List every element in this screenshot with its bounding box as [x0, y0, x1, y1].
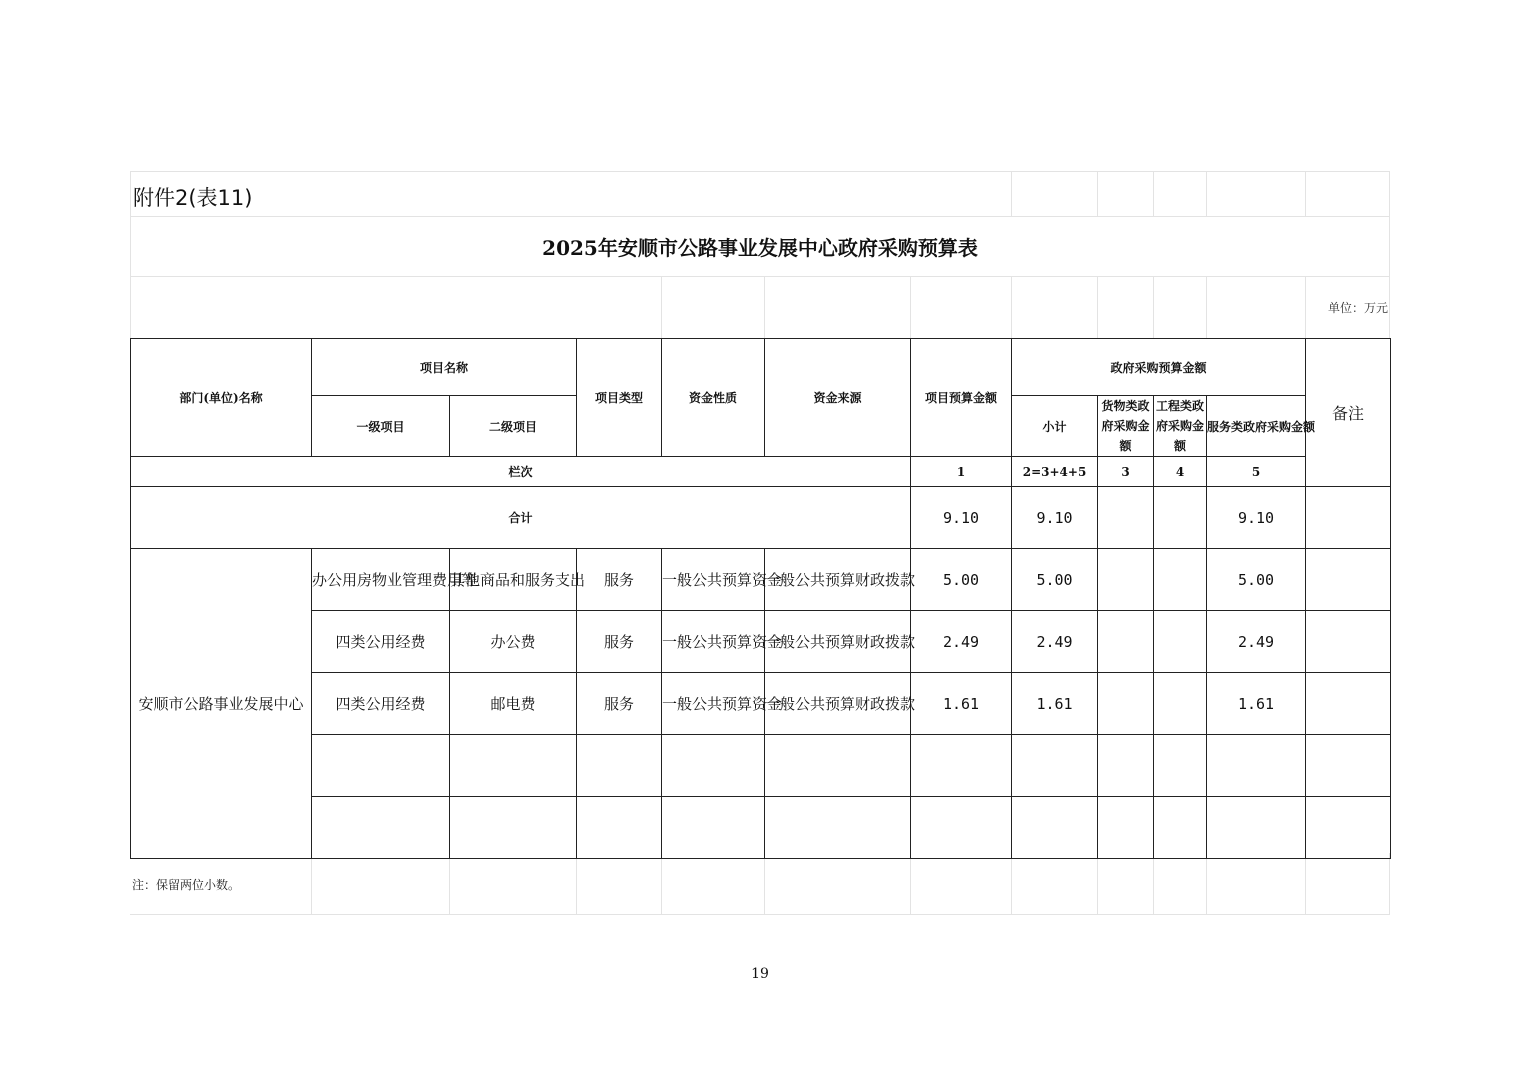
header-project-budget: 项目预算金额 [911, 339, 1012, 457]
index-label: 栏次 [131, 457, 911, 487]
empty-cell [450, 735, 577, 797]
grid-line [764, 853, 765, 914]
cell-nature: 一般公共预算资金 [662, 611, 765, 673]
cell-level2: 其他商品和服务支出 [450, 549, 577, 611]
empty-cell [765, 735, 911, 797]
procurement-budget-table [130, 338, 1391, 859]
cell-nature: 一般公共预算资金 [662, 549, 765, 611]
cell-subtotal: 1.61 [1012, 673, 1098, 735]
grid-line [1153, 853, 1154, 914]
grid-line [1305, 853, 1306, 914]
empty-cell [1012, 735, 1098, 797]
grid-line [1011, 276, 1012, 338]
grid-line [1305, 171, 1306, 216]
table-row [131, 549, 1391, 611]
total-subtotal: 9.10 [1012, 487, 1098, 549]
header-level2: 二级项目 [450, 396, 577, 457]
total-row [131, 487, 1391, 549]
empty-cell [911, 735, 1012, 797]
header-fund-source: 资金来源 [765, 339, 911, 457]
grid-line [1389, 853, 1390, 914]
empty-cell [1012, 797, 1098, 859]
cell-goods [1098, 611, 1154, 673]
cell-engineering [1154, 549, 1207, 611]
grid-line [130, 914, 1390, 915]
grid-line [1011, 853, 1012, 914]
grid-line [1097, 276, 1098, 338]
grid-line [1206, 853, 1207, 914]
grid-line [449, 853, 450, 914]
cell-type: 服务 [577, 549, 662, 611]
cell-source: 一般公共预算财政拨款 [765, 549, 911, 611]
grid-line [1011, 171, 1012, 216]
grid-line [130, 171, 1390, 172]
empty-cell [1098, 797, 1154, 859]
cell-services: 2.49 [1207, 611, 1306, 673]
header-services: 服务类政府采购金额 [1207, 396, 1306, 457]
cell-type: 服务 [577, 673, 662, 735]
total-project-budget: 9.10 [911, 487, 1012, 549]
empty-cell [1098, 735, 1154, 797]
header-engineering: 工程类政府采购金额 [1154, 396, 1207, 457]
empty-cell [1306, 797, 1391, 859]
grid-line [910, 853, 911, 914]
empty-cell [577, 797, 662, 859]
header-row [131, 339, 1391, 396]
grid-line [1097, 171, 1098, 216]
cell-nature: 一般公共预算资金 [662, 673, 765, 735]
empty-row [131, 797, 1391, 859]
index-col-1: 1 [911, 457, 1012, 487]
page-number: 19 [751, 966, 769, 982]
empty-cell [1207, 797, 1306, 859]
cell-subtotal: 5.00 [1012, 549, 1098, 611]
empty-cell [1154, 735, 1207, 797]
grid-line [1206, 171, 1207, 216]
grid-line [311, 853, 312, 914]
header-procurement-budget: 政府采购预算金额 [1012, 339, 1306, 396]
empty-cell [1154, 797, 1207, 859]
cell-type: 服务 [577, 611, 662, 673]
grid-line [661, 276, 662, 338]
cell-services: 1.61 [1207, 673, 1306, 735]
grid-line [576, 853, 577, 914]
index-col-2: 2=3+4+5 [1012, 457, 1098, 487]
header-fund-nature: 资金性质 [662, 339, 765, 457]
cell-source: 一般公共预算财政拨款 [765, 673, 911, 735]
cell-goods [1098, 673, 1154, 735]
header-project-type: 项目类型 [577, 339, 662, 457]
cell-engineering [1154, 611, 1207, 673]
index-col-5: 5 [1207, 457, 1306, 487]
grid-line [1206, 276, 1207, 338]
cell-source: 一般公共预算财政拨款 [765, 611, 911, 673]
cell-remark [1306, 549, 1391, 611]
unit-label: 单位：万元 [1327, 301, 1388, 315]
total-remark [1306, 487, 1391, 549]
empty-cell [450, 797, 577, 859]
grid-line [764, 276, 765, 338]
cell-remark [1306, 611, 1391, 673]
cell-engineering [1154, 673, 1207, 735]
cell-subtotal: 2.49 [1012, 611, 1098, 673]
attachment-label: 附件2(表11) [133, 186, 253, 210]
cell-services: 5.00 [1207, 549, 1306, 611]
cell-level1: 四类公用经费 [312, 611, 450, 673]
header-level1: 一级项目 [312, 396, 450, 457]
empty-cell [312, 735, 450, 797]
table-note: 注：保留两位小数。 [132, 878, 241, 892]
total-services: 9.10 [1207, 487, 1306, 549]
table-row [131, 673, 1391, 735]
cell-budget: 5.00 [911, 549, 1012, 611]
grid-line [661, 853, 662, 914]
header-goods: 货物类政府采购金额 [1098, 396, 1154, 457]
grid-line [1097, 853, 1098, 914]
header-dept-name: 部门(单位)名称 [131, 339, 312, 457]
cell-level1: 办公用房物业管理费用等 [312, 549, 450, 611]
cell-goods [1098, 549, 1154, 611]
header-project-name: 项目名称 [312, 339, 577, 396]
empty-cell [765, 797, 911, 859]
index-col-4: 4 [1154, 457, 1207, 487]
table-row [131, 611, 1391, 673]
total-label: 合计 [131, 487, 911, 549]
empty-cell [662, 797, 765, 859]
total-engineering [1154, 487, 1207, 549]
grid-line [1153, 171, 1154, 216]
grid-line [130, 216, 1390, 217]
empty-row [131, 735, 1391, 797]
grid-line [130, 276, 1390, 277]
empty-cell [662, 735, 765, 797]
empty-cell [577, 735, 662, 797]
cell-remark [1306, 673, 1391, 735]
cell-level1: 四类公用经费 [312, 673, 450, 735]
cell-budget: 2.49 [911, 611, 1012, 673]
grid-line [910, 276, 911, 338]
empty-cell [1207, 735, 1306, 797]
index-col-3: 3 [1098, 457, 1154, 487]
total-goods [1098, 487, 1154, 549]
header-subtotal: 小计 [1012, 396, 1098, 457]
index-row [131, 457, 1391, 487]
empty-cell [312, 797, 450, 859]
cell-level2: 办公费 [450, 611, 577, 673]
cell-budget: 1.61 [911, 673, 1012, 735]
page-title: 2025年安顺市公路事业发展中心政府采购预算表 [542, 236, 978, 260]
header-remark: 备注 [1306, 339, 1391, 487]
cell-level2: 邮电费 [450, 673, 577, 735]
grid-line [1153, 276, 1154, 338]
empty-cell [911, 797, 1012, 859]
department-name: 安顺市公路事业发展中心 [131, 549, 312, 859]
empty-cell [1306, 735, 1391, 797]
